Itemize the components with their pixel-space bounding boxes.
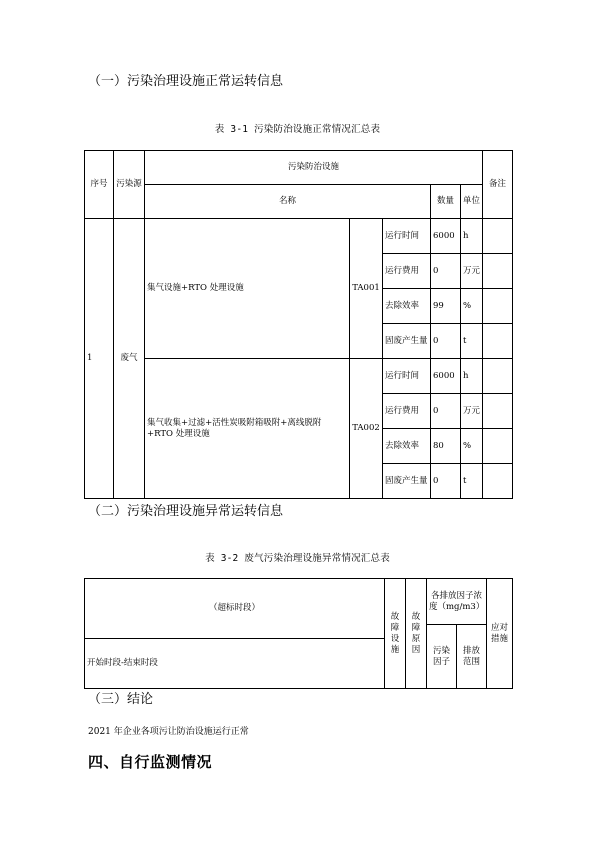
header-unit: 单位	[461, 185, 483, 219]
item-unit: %	[461, 429, 483, 464]
header-source: 污染源	[114, 151, 145, 219]
pollutant-factor: 污染因子	[427, 625, 457, 689]
emission-range: 排放范围	[457, 625, 487, 689]
item-unit: h	[461, 359, 483, 394]
item-remark	[483, 289, 513, 324]
item-label: 去除效率	[383, 289, 431, 324]
item-qty: 0	[431, 464, 461, 499]
header-seq: 序号	[85, 151, 114, 219]
item-remark	[483, 464, 513, 499]
item-label: 固废产生量	[383, 464, 431, 499]
item-unit: t	[461, 464, 483, 499]
item-unit: h	[461, 219, 483, 254]
section1-heading: （一）污染治理设施正常运转信息	[88, 74, 284, 89]
item-unit: 万元	[461, 254, 483, 289]
item-remark	[483, 429, 513, 464]
item-label: 运行时间	[383, 219, 431, 254]
item-remark	[483, 359, 513, 394]
item-qty: 0	[431, 324, 461, 359]
item-label: 运行费用	[383, 254, 431, 289]
header-qty: 数量	[431, 185, 461, 219]
item-qty: 80	[431, 429, 461, 464]
item-label: 固废产生量	[383, 324, 431, 359]
item-qty: 0	[431, 254, 461, 289]
table1-caption: 表 3-1 污染防治设施正常情况汇总表	[214, 124, 381, 135]
facility-abnormal-table	[84, 578, 513, 689]
conclusion-text: 2021 年企业各项污让防治设施运行正常	[88, 727, 249, 737]
facility-2-code: TA002	[350, 359, 383, 499]
item-remark	[483, 324, 513, 359]
item-label: 去除效率	[383, 429, 431, 464]
section4-heading: 四、自行监测情况	[88, 753, 213, 771]
facility-2-name: 集气收集+过滤+活性炭吸附箱吸附+离线脱附+RTO 处理设施	[145, 359, 350, 499]
header-name: 名称	[145, 185, 431, 219]
item-unit: t	[461, 324, 483, 359]
item-qty: 99	[431, 289, 461, 324]
item-remark	[483, 219, 513, 254]
section2-heading: （二）污染治理设施异常运转信息	[88, 504, 284, 519]
fault-reason: 故障原因	[406, 579, 427, 689]
item-unit: %	[461, 289, 483, 324]
item-remark	[483, 394, 513, 429]
item-qty: 0	[431, 394, 461, 429]
facility-1-code: TA001	[350, 219, 383, 359]
item-unit: 万元	[461, 394, 483, 429]
start-end-period: 开始时段-结束时段	[85, 639, 385, 689]
row-source: 废气	[114, 219, 145, 499]
exceed-period: （超标时段）	[85, 579, 385, 639]
emission-concentration: 各排放因子浓度（mg/m3）	[427, 579, 487, 625]
countermeasure: 应对措施	[487, 579, 513, 689]
item-remark	[483, 254, 513, 289]
header-facility: 污染防治设施	[145, 151, 483, 185]
row-seq: 1	[85, 219, 114, 499]
item-qty: 6000	[431, 359, 461, 394]
item-label: 运行时间	[383, 359, 431, 394]
section3-heading: （三）结论	[88, 692, 154, 707]
table2-caption: 表 3-2 废气污染治理设施异常情况汇总表	[205, 553, 390, 564]
fault-facility: 故障设施	[385, 579, 406, 689]
item-qty: 6000	[431, 219, 461, 254]
facility-normal-table	[84, 150, 513, 499]
header-remark: 备注	[483, 151, 513, 219]
item-label: 运行费用	[383, 394, 431, 429]
facility-1-name: 集气设施+RTO 处理设施	[145, 219, 350, 359]
